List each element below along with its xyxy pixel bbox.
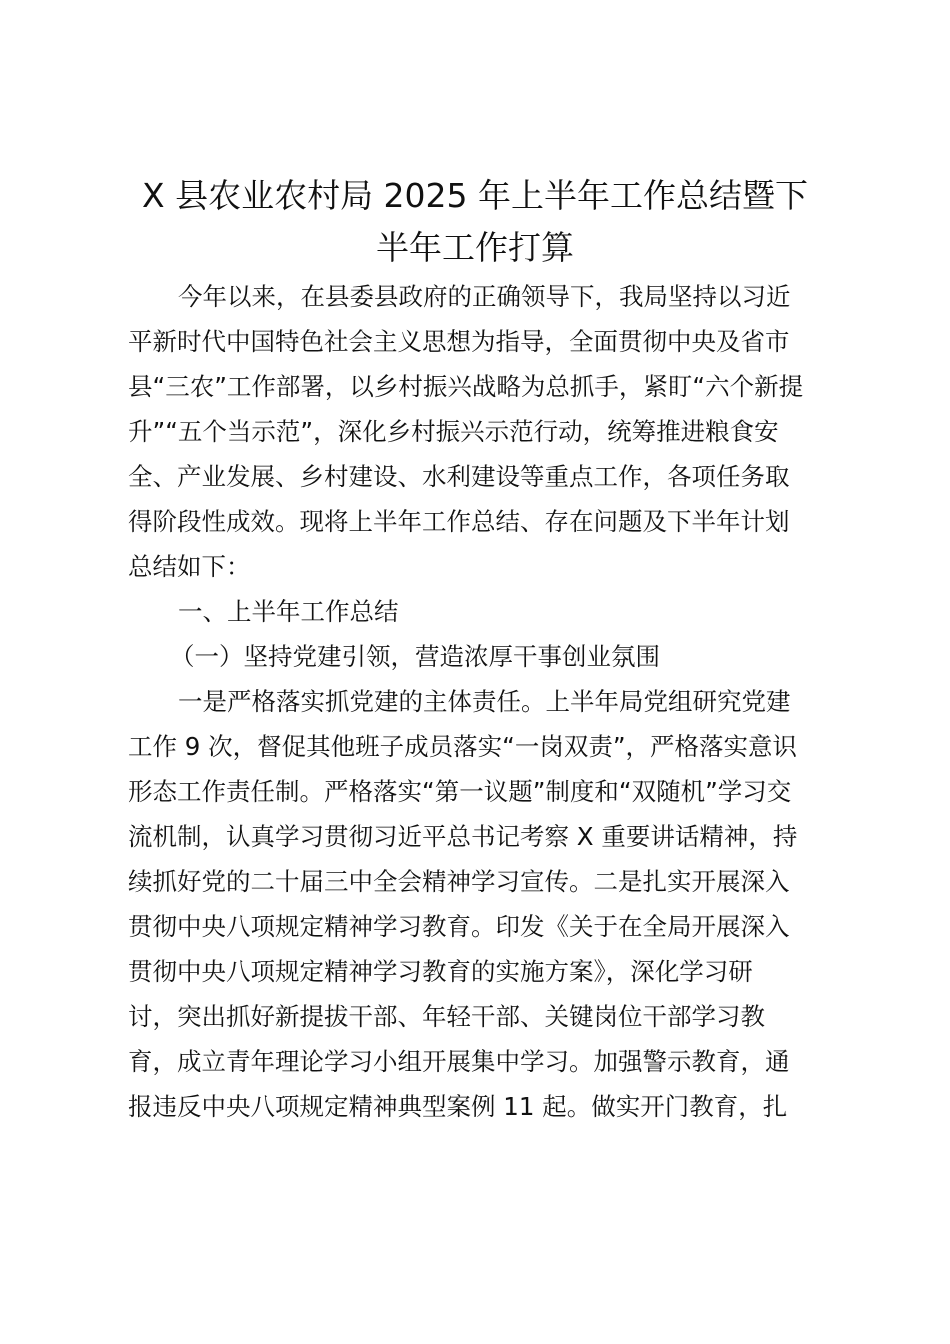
paragraph-intro-line-4: 升”“五个当示范”，深化乡村振兴示范行动，统筹推进粮食安 (128, 417, 779, 446)
paragraph-intro-line-2: 平新时代中国特色社会主义思想为指导，全面贯彻中央及省市 (128, 327, 790, 356)
subsection-heading-1: （一）坚持党建引领，营造浓厚干事创业氛围 (170, 642, 660, 671)
paragraph-party-line-9: 育，成立青年理论学习小组开展集中学习。加强警示教育，通 (128, 1047, 790, 1076)
paragraph-party-line-5: 续抓好党的二十届三中全会精神学习宣传。二是扎实开展深入 (128, 867, 790, 896)
paragraph-intro-line-1: 今年以来，在县委县政府的正确领导下，我局坚持以习近 (178, 282, 791, 311)
paragraph-party-line-6: 贯彻中央八项规定精神学习教育。印发《关于在全局开展深入 (128, 912, 790, 941)
paragraph-party-line-2: 工作 9 次，督促其他班子成员落实“一岗双责”，严格落实意识 (128, 732, 798, 761)
paragraph-intro-line-7: 总结如下： (128, 552, 251, 581)
paragraph-intro-line-6: 得阶段性成效。现将上半年工作总结、存在问题及下半年计划 (128, 507, 790, 536)
document-title-line-1: X 县农业农村局 2025 年上半年工作总结暨下 (141, 176, 809, 215)
paragraph-party-line-1: 一是严格落实抓党建的主体责任。上半年局党组研究党建 (178, 687, 791, 716)
paragraph-party-line-3: 形态工作责任制。严格落实“第一议题”制度和“双随机”学习交 (128, 777, 792, 806)
paragraph-intro-line-3: 县“三农”工作部署，以乡村振兴战略为总抓手，紧盯“六个新提 (128, 372, 804, 401)
paragraph-party-line-7: 贯彻中央八项规定精神学习教育的实施方案》，深化学习研 (128, 957, 753, 986)
paragraph-party-line-4: 流机制，认真学习贯彻习近平总书记考察 X 重要讲话精神，持 (128, 822, 798, 851)
paragraph-intro-line-5: 全、产业发展、乡村建设、水利建设等重点工作，各项任务取 (128, 462, 790, 491)
document-title-line-2: 半年工作打算 (376, 228, 574, 267)
paragraph-party-line-8: 讨，突出抓好新提拔干部、年轻干部、关键岗位干部学习教 (128, 1002, 765, 1031)
paragraph-party-line-10: 报违反中央八项规定精神典型案例 11 起。做实开门教育，扎 (128, 1092, 788, 1121)
section-heading-1: 一、上半年工作总结 (178, 597, 399, 626)
